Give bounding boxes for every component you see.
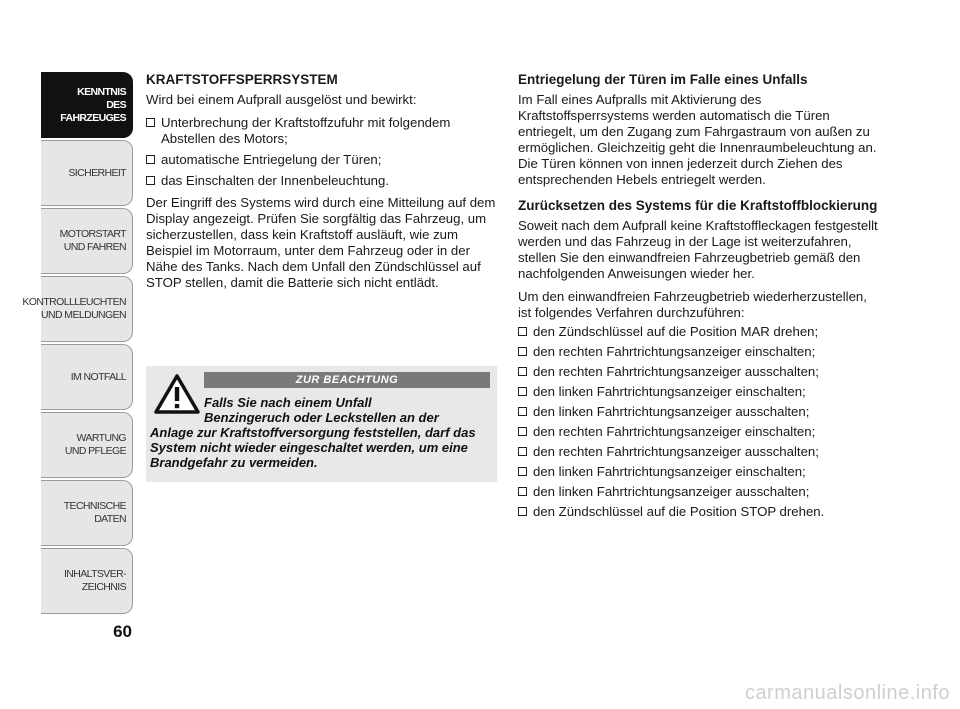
checkbox-bullet-icon (518, 347, 527, 356)
checkbox-bullet-icon (518, 367, 527, 376)
effects-list (146, 115, 498, 189)
right-column (518, 72, 878, 526)
page-number: 60 (113, 622, 132, 641)
procedure-steps (518, 324, 878, 520)
list-item: den linken Fahrtrichtungsanzeiger ausschalten; (518, 404, 878, 420)
intro-text: Wird bei einem Aufprall ausgelöst und bewirkt: (146, 92, 417, 107)
checkbox-bullet-icon (518, 487, 527, 496)
heading-reset-system: Zurücksetzen des Systems für die Kraftstoffblockierung (518, 198, 878, 213)
warning-box (146, 366, 497, 482)
list-item: den rechten Fahrtrichtungsanzeiger einschalten; (518, 344, 878, 360)
list-item: den linken Fahrtrichtungsanzeiger einschalten; (518, 384, 878, 400)
checkbox-bullet-icon (518, 427, 527, 436)
watermark: carmanualsonline.info (744, 682, 950, 704)
checkbox-bullet-icon (146, 118, 155, 127)
checkbox-bullet-icon (518, 467, 527, 476)
tab-im-notfall[interactable]: IM NOTFALL (41, 344, 133, 410)
tab-wartung[interactable]: WARTUNG UND PFLEGE (41, 412, 133, 478)
left-column (146, 72, 498, 298)
reset-paragraph: Soweit nach dem Aufprall keine Kraftstoffleckagen festgestellt werden und das Fahrzeug in der Lage ist weiterzufahren, stellen Sie den einwandfreien Fahrzeugbetrieb gemäß den nachfolgenden Anweisungen wieder her. (518, 218, 878, 281)
list-item: den rechten Fahrtrichtungsanzeiger ausschalten; (518, 444, 878, 460)
tab-kontrollleuchten[interactable]: KONTROLLLEUCHTEN UND MELDUNGEN (41, 276, 133, 342)
chapter-tabs (22, 72, 133, 616)
checkbox-bullet-icon (518, 447, 527, 456)
checkbox-bullet-icon (518, 407, 527, 416)
list-item: das Einschalten der Innenbeleuchtung. (146, 173, 498, 189)
list-item: den linken Fahrtrichtungsanzeiger einschalten; (518, 464, 878, 480)
list-item: den Zündschlüssel auf die Position STOP drehen. (518, 504, 878, 520)
body-paragraph: Der Eingriff des Systems wird durch eine Mitteilung auf dem Display angezeigt. Prüfen Sie sorgfältig das Fahrzeug, um sicherzustellen, dass kein Kraftstoff ausläuft, wie zum Beispiel im Motorraum, unter dem Fahrzeug oder in der Nähe des Tanks. Nach dem Unfall den Zündschlüssel auf STOP stellen, damit die Batterie sich nicht entlädt. (146, 195, 496, 290)
list-item: den rechten Fahrtrichtungsanzeiger einschalten; (518, 424, 878, 440)
list-item: den Zündschlüssel auf die Position MAR drehen; (518, 324, 878, 340)
door-unlock-paragraph: Im Fall eines Aufpralls mit Aktivierung des Kraftstoffsperrsystems werden automatisch die Türen entriegelt, um den Zugang zum Fahrgastraum von außen zu ermöglichen. Gleichzeitig geht die Innenraumbeleuchtung an. Die Türen können von innen jederzeit durch Ziehen des entsprechenden Hebels entriegelt werden. (518, 92, 877, 187)
warning-text: Falls Sie nach einem Unfall Benzingeruch oder Leckstellen an der Anlage zur Kraftstoffversorgung feststellen, darf das System nicht wieder eingeschaltet werden, um eine Brandgefahr zu vermeiden. (150, 395, 476, 470)
checkbox-bullet-icon (146, 176, 155, 185)
list-item: Unterbrechung der Kraftstoffzufuhr mit folgendem Abstellen des Motors; (146, 115, 498, 147)
tab-motorstart[interactable]: MOTORSTART UND FAHREN (41, 208, 133, 274)
tab-kenntnis[interactable]: KENNTNIS DES FAHRZEUGES (41, 72, 133, 138)
checkbox-bullet-icon (518, 387, 527, 396)
list-item: den linken Fahrtrichtungsanzeiger ausschalten; (518, 484, 878, 500)
tab-inhaltsverzeichnis[interactable]: INHALTSVER- ZEICHNIS (41, 548, 133, 614)
checkbox-bullet-icon (146, 155, 155, 164)
tab-technische-daten[interactable]: TECHNISCHE DATEN (41, 480, 133, 546)
list-item: automatische Entriegelung der Türen; (146, 152, 498, 168)
section-title: KRAFTSTOFFSPERRSYSTEM (146, 72, 338, 87)
list-item: den rechten Fahrtrichtungsanzeiger ausschalten; (518, 364, 878, 380)
warning-header: ZUR BEACHTUNG (204, 372, 490, 388)
heading-door-unlock: Entriegelung der Türen im Falle eines Unfalls (518, 72, 808, 87)
checkbox-bullet-icon (518, 507, 527, 516)
procedure-intro: Um den einwandfreien Fahrzeugbetrieb wiederherzustellen, ist folgendes Verfahren durchzuführen: (518, 289, 867, 320)
checkbox-bullet-icon (518, 327, 527, 336)
tab-sicherheit[interactable]: SICHERHEIT (41, 140, 133, 206)
